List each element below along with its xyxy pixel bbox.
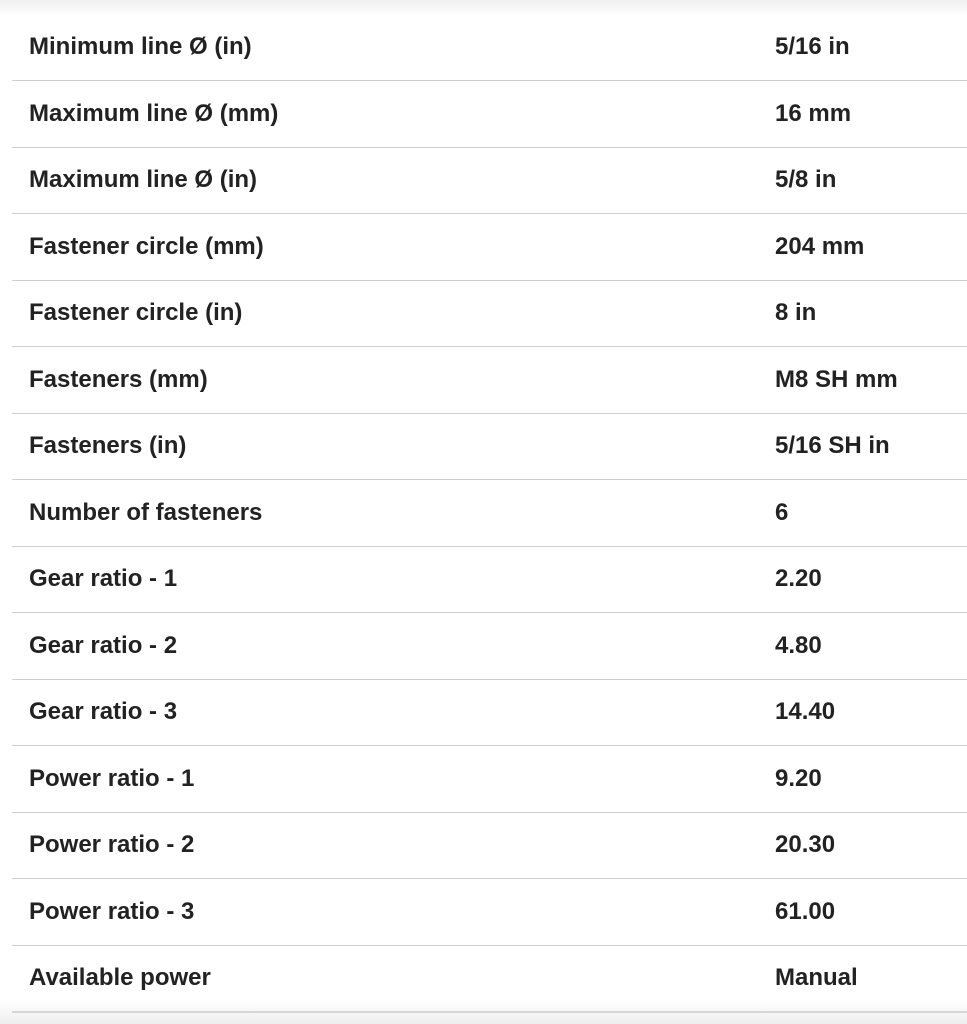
- table-row: [12, 945, 967, 1012]
- table-row: [12, 147, 967, 214]
- spec-label: Fastener circle (mm): [29, 232, 264, 260]
- spec-label: Fasteners (in): [29, 432, 187, 460]
- table-row: [12, 679, 967, 746]
- spec-label: Maximum line Ø (in): [29, 166, 258, 194]
- spec-label: Power ratio - 1: [29, 764, 195, 792]
- spec-value: 16 mm: [775, 99, 852, 127]
- table-row: [12, 546, 967, 613]
- spec-label: Number of fasteners: [29, 498, 263, 526]
- spec-label: Maximum line Ø (mm): [29, 99, 279, 127]
- spec-value: Manual: [775, 964, 858, 991]
- table-row: [12, 214, 967, 281]
- spec-value: 5/16 in: [775, 33, 850, 60]
- spec-value: 2.20: [775, 565, 822, 593]
- spec-value: 9.20: [775, 764, 822, 792]
- table-row: [12, 413, 967, 480]
- spec-value: 8 in: [775, 299, 817, 327]
- table-row: [12, 347, 967, 414]
- spec-label: Power ratio - 2: [29, 831, 195, 859]
- table-row: [12, 812, 967, 879]
- table-row: [12, 613, 967, 680]
- spec-label: Fasteners (mm): [29, 365, 208, 393]
- table-row: [12, 879, 967, 946]
- spec-value: 20.30: [775, 831, 836, 859]
- spec-value: 5/8 in: [775, 166, 837, 194]
- spec-label: Gear ratio - 2: [29, 631, 178, 659]
- spec-label: Gear ratio - 1: [29, 565, 178, 593]
- specifications-table: [12, 14, 967, 1013]
- spec-label: Available power: [29, 964, 211, 991]
- spec-label: Gear ratio - 3: [29, 698, 178, 726]
- spec-value: 61.00: [775, 897, 836, 925]
- table-row: [12, 81, 967, 148]
- spec-label: Fastener circle (in): [29, 299, 243, 327]
- spec-value: 4.80: [775, 631, 822, 659]
- table-row: [12, 14, 967, 81]
- spec-label: Minimum line Ø (in): [29, 33, 252, 60]
- spec-label: Power ratio - 3: [29, 897, 195, 925]
- table-row: [12, 480, 967, 547]
- spec-value: 204 mm: [775, 232, 865, 260]
- spec-value: 5/16 SH in: [775, 432, 890, 460]
- spec-value: 14.40: [775, 698, 836, 726]
- spec-value: 6: [775, 498, 789, 526]
- spec-value: M8 SH mm: [775, 365, 898, 393]
- table-row: [12, 746, 967, 813]
- table-row: [12, 280, 967, 347]
